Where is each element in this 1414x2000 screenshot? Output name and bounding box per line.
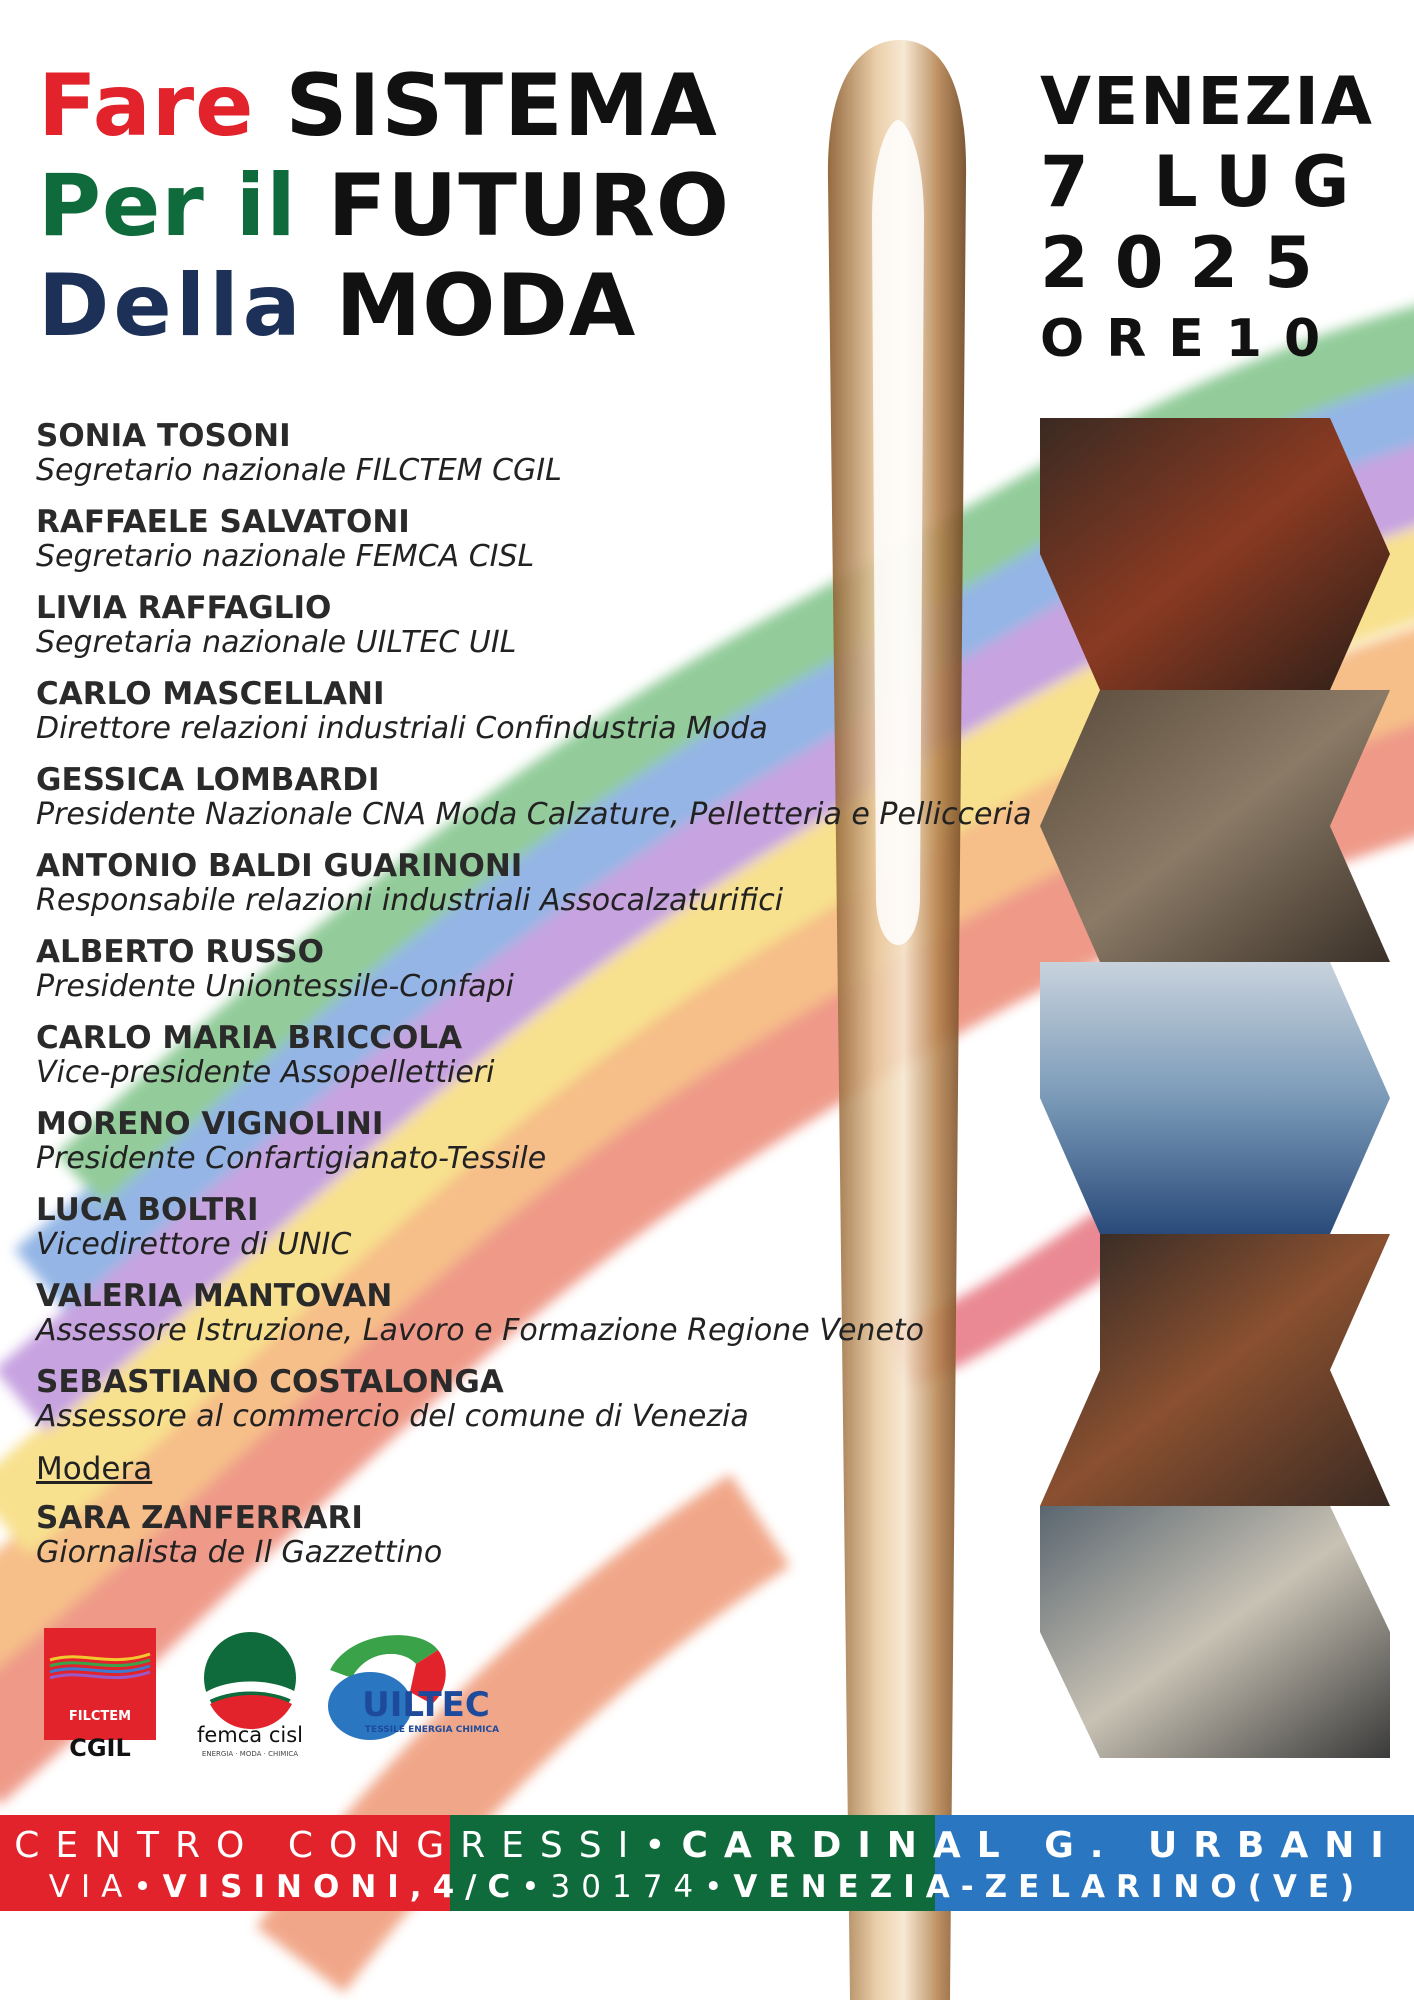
speaker-name: ANTONIO BALDI GUARINONI [36, 848, 523, 884]
venue-address-part: •30174• [521, 1869, 734, 1905]
speaker-name: CARLO MARIA BRICCOLA [36, 1020, 463, 1056]
photo-precision-cutting [1040, 1506, 1390, 1758]
speakers-list [36, 418, 1076, 1586]
speaker-name: VALERIA MANTOVAN [36, 1278, 393, 1314]
venue-name-part: CARDIN [681, 1825, 933, 1866]
moderator-role: Giornalista de Il Gazzettino [36, 1535, 443, 1570]
title-word-moda: MODA [335, 256, 637, 356]
speaker-item [36, 504, 1076, 574]
svg-text:ENERGIA · MODA · CHIMICA: ENERGIA · MODA · CHIMICA [201, 1750, 299, 1758]
speaker-name: RAFFAELE SALVATONI [36, 504, 410, 540]
speaker-name: SONIA TOSONI [36, 418, 291, 454]
title-word-sistema: SISTEMA [285, 56, 718, 156]
venue-address [0, 1869, 1414, 1905]
speaker-item [36, 1278, 1076, 1348]
venue-name-part: GRESSI• [416, 1825, 682, 1866]
speaker-item [36, 418, 1076, 488]
venue-address-part: A-ZELARINO(VE) [925, 1869, 1366, 1905]
moderator-item [36, 1500, 1076, 1570]
speaker-role: Vice-presidente Assopellettieri [36, 1055, 495, 1090]
photo-strip [1040, 418, 1390, 1758]
event-day: 7 LUG [1040, 141, 1370, 223]
speaker-item [36, 676, 1076, 746]
speaker-name: ALBERTO RUSSO [36, 934, 324, 970]
speaker-item [36, 590, 1076, 660]
venue-name-part: AL G. URBANI [932, 1825, 1400, 1866]
title-line-1 [38, 56, 730, 156]
speaker-name: LUCA BOLTRI [36, 1192, 259, 1228]
speaker-role: Direttore relazioni industriali Confindustria Moda [36, 711, 768, 746]
speaker-item [36, 934, 1076, 1004]
speaker-role: Presidente Confartigianato-Tessile [36, 1141, 547, 1176]
speaker-name: SEBASTIANO COSTALONGA [36, 1364, 504, 1400]
venue-name [0, 1825, 1414, 1866]
uiltec-logo [328, 1635, 499, 1740]
speaker-role: Presidente Nazionale CNA Moda Calzature, Pelletteria e Pellicceria [36, 797, 1032, 832]
venue-banner [0, 1815, 1414, 1911]
speaker-item [36, 1020, 1076, 1090]
title-line-2 [38, 156, 730, 256]
speaker-name: LIVIA RAFFAGLIO [36, 590, 332, 626]
svg-text:femca cisl: femca cisl [196, 1723, 304, 1747]
speaker-name: CARLO MASCELLANI [36, 676, 385, 712]
title-word-futuro: FUTURO [327, 156, 731, 256]
speaker-name: MORENO VIGNOLINI [36, 1106, 384, 1142]
title-word-della: Della [38, 256, 305, 356]
photo-shoes [1040, 1234, 1390, 1506]
svg-text:UILTEC: UILTEC [362, 1685, 490, 1725]
speaker-role: Responsabile relazioni industriali Assocalzaturifici [36, 883, 784, 918]
speaker-item [36, 1192, 1076, 1262]
photo-spinning-mill [1040, 962, 1390, 1234]
speaker-role: Segretaria nazionale UILTEC UIL [36, 625, 517, 660]
speaker-role: Assessore al commercio del comune di Venezia [36, 1399, 749, 1434]
svg-text:TESSILE ENERGIA CHIMICA: TESSILE ENERGIA CHIMICA [364, 1725, 500, 1735]
femca-cisl-logo [197, 1632, 303, 1758]
event-title [38, 56, 730, 356]
speaker-item [36, 762, 1076, 832]
speaker-item [36, 848, 1076, 918]
venue-address-part: VISINONI,4 [162, 1869, 466, 1905]
event-year: 2025 [1040, 222, 1339, 304]
venue-name-part: CENTRO CON [14, 1825, 417, 1866]
title-line-3 [38, 256, 730, 356]
title-word-per-il: Per il [38, 156, 297, 256]
speaker-role: Segretario nazionale FEMCA CISL [36, 539, 535, 574]
speaker-item [36, 1364, 1076, 1434]
organizer-logos [40, 1620, 560, 1760]
speaker-role: Assessore Istruzione, Lavoro e Formazione Regione Veneto [36, 1313, 925, 1348]
event-city: VENEZIA [1040, 63, 1374, 140]
speaker-item [36, 1106, 1076, 1176]
event-time: ORE10 [1040, 309, 1343, 369]
venue-address-part: /C [465, 1869, 522, 1905]
photo-machinery [1040, 690, 1390, 962]
title-word-fare: Fare [38, 56, 255, 156]
venue-address-part: VIA• [48, 1869, 163, 1905]
venue-address-part: VENEZI [733, 1869, 926, 1905]
speaker-role: Presidente Uniontessile-Confapi [36, 969, 514, 1004]
svg-text:FILCTEM: FILCTEM [68, 1709, 132, 1724]
event-date-block [1040, 62, 1374, 374]
svg-text:CGIL: CGIL [69, 1734, 131, 1760]
moderator-name: SARA ZANFERRARI [36, 1500, 363, 1536]
filctem-cgil-logo [44, 1628, 156, 1760]
moderator-label: Modera [36, 1451, 153, 1487]
speaker-role: Vicedirettore di UNIC [36, 1227, 352, 1262]
photo-leather-craft [1040, 418, 1390, 690]
speaker-name: GESSICA LOMBARDI [36, 762, 380, 798]
speaker-role: Segretario nazionale FILCTEM CGIL [36, 453, 562, 488]
